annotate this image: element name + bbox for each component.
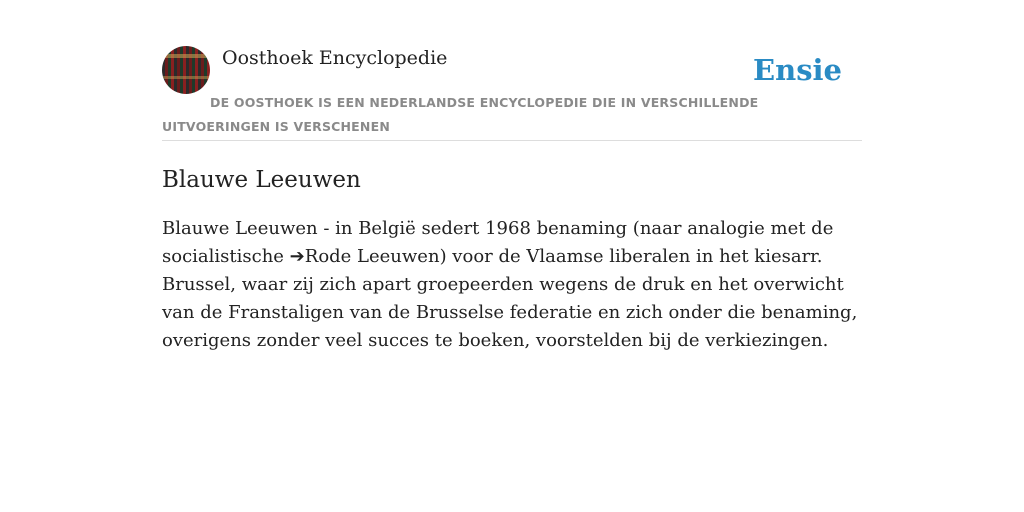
article-body-text-2: ) voor de Vlaamse liberalen in het kiesarr. Brussel, waar zij zich apart groepeerden wegens de druk en het overwicht van de Franstaligen van de Brusselse federatie en zich onder die benaming, overigens zonder veel succes te boeken, voorstelden bij de verkiezingen. (162, 246, 858, 351)
site-tagline: DE OOSTHOEK IS EEN NEDERLANDSE ENCYCLOPEDIE DIE IN VERSCHILLENDE UITVOERINGEN IS VERSCHENEN (162, 95, 759, 134)
content-container (162, 46, 862, 355)
site-title[interactable]: Oosthoek Encyclopedie (222, 47, 448, 69)
cross-reference-link[interactable] (290, 246, 440, 267)
article-body-text-1: Blauwe Leeuwen - in België sedert 1968 benaming (naar analogie met de socialistische (162, 218, 834, 267)
arrow-right-icon: ➔ (289, 246, 305, 267)
article-body (162, 215, 862, 355)
encyclopedia-books-icon[interactable] (162, 46, 210, 94)
cross-reference-label: Rode Leeuwen (304, 246, 440, 267)
header (162, 46, 862, 141)
article-title: Blauwe Leeuwen (162, 167, 361, 193)
brand-logo[interactable]: Ensie (753, 53, 842, 87)
